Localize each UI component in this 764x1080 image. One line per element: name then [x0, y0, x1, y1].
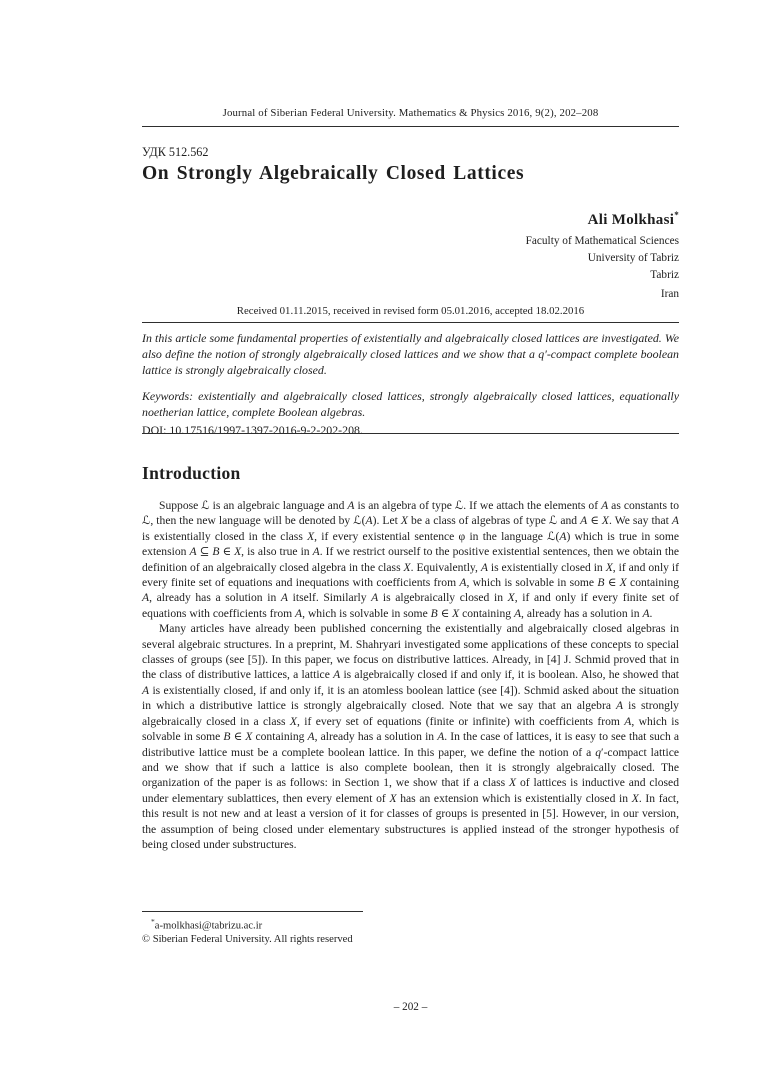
received-line: Received 01.11.2015, received in revised form 05.01.2016, accepted 18.02.2016 [236, 305, 585, 317]
section-title-introduction: Introduction [142, 463, 241, 483]
affiliation-line-faculty: Faculty of Mathematical Sciences [525, 235, 679, 247]
journal-header: Journal of Siberian Federal University. Mathematics & Physics 2016, 9(2), 202–208 [222, 107, 599, 119]
copyright-line: © Siberian Federal University. All rights reserved [142, 934, 353, 945]
affiliation-line-university: University of Tabriz [587, 251, 679, 264]
paragraph-2: Many articles have already been published concerning the existentially and algebraically closed algebras in several algebraic structures. In a preprint, M. Shahryari investigated some applications of these concepts to special classes of groups (see [5]). In this paper, we focus on distributive lattices. Already, in [4] J. Schmid proved that in the class of distributive lattices, a lattice A is algebraically closed if and only if, it is boolean. Also, he showed that A is existentially closed, if and only if, it is an atomless boolean lattice (see [4]). Schmid asked about the situation in which a distributive lattice is strongly algebraically closed. Note that we say that an algebra A is strongly algebraically closed in a class X, if every set of equations (finite or infinite) with coefficients from A, which is solvable in some B ∈ X containing A, already has a solution in A. In the case of lattices, it is easy to see that such a distributive lattice must be a complete boolean lattice. In this paper, we define the notion of a q′-compact lattice and we show that if such a lattice is also complete boolean, then it is strongly algebraically closed. The organization of the paper is as follows: in Section 1, we show that if a class X of lattices is inductive and closed under elementary sublattices, then every element of X has an extension which is existentially closed in X. In fact, this result is not new and at least a version of it for classes of groups is presented in [5]. However, in our version, the assumption of being closed under elementary substructures is applied instead of the stronger hypothesis of being closed under substructures. [142, 622, 679, 851]
page-number: – 202 – [393, 1001, 428, 1013]
author-footnote-marker: * [674, 210, 679, 220]
header-rule [142, 126, 679, 127]
udc-code: УДК 512.562 [142, 145, 209, 159]
author-country: Iran [660, 288, 679, 301]
abstract-bottom-rule [142, 433, 679, 434]
abstract-top-rule [142, 322, 679, 323]
affiliation-line-city: Tabriz [650, 268, 679, 281]
footnote-email-text: a-molkhasi@tabrizu.ac.ir [154, 920, 263, 932]
author-name-text: Ali Molkhasi [587, 212, 675, 228]
body-text [142, 498, 679, 852]
paper-title: On Strongly Algebraically Closed Lattices [142, 163, 525, 184]
author-name [142, 210, 679, 229]
abstract-text: In this article some fundamental properties of existentially and algebraically closed lattices are investigated. We also define the notion of strongly algebraically closed lattices and we show that a q′-compact complete boolean lattice is strongly algebraically closed. [142, 331, 679, 378]
doi-line: DOI: 10.17516/1997-1397-2016-9-2-202-208. [142, 423, 363, 438]
footnote-marker: * [151, 917, 155, 926]
paragraph-1: Suppose ℒ is an algebraic language and A is an algebra of type ℒ. If we attach the elements of A as constants to ℒ, then the new language will be denoted by ℒ(A). Let X be a class of algebras of type ℒ and A ∈ X. We say that A is existentially closed in the class X, if every existential sentence φ in the language ℒ(A) which is true in some extension A ⊆ B ∈ X, is also true in A. If we restrict ourself to the positive existential sentences, then we obtain the definition of an algebraically closed algebra in the class X. Equivalently, A is existentially closed in X, if and only if every finite set of equations and inequations with coefficients from A, which is solvable in some B ∈ X containing A, already has a solution in A itself. Similarly A is algebraically closed in X, if and only if every finite set of equations with coefficients from A, which is solvable in some B ∈ X containing A, already has a solution in A. [142, 499, 680, 620]
author-block [142, 210, 679, 300]
front-matter [142, 330, 679, 438]
footnote-email [142, 917, 688, 932]
keywords-text: Keywords: existentially and algebraically closed lattices, strongly algebraically closed lattices, equationally noetherian lattice, complete Boolean algebras. [142, 388, 679, 419]
footnote-rule [142, 911, 363, 912]
